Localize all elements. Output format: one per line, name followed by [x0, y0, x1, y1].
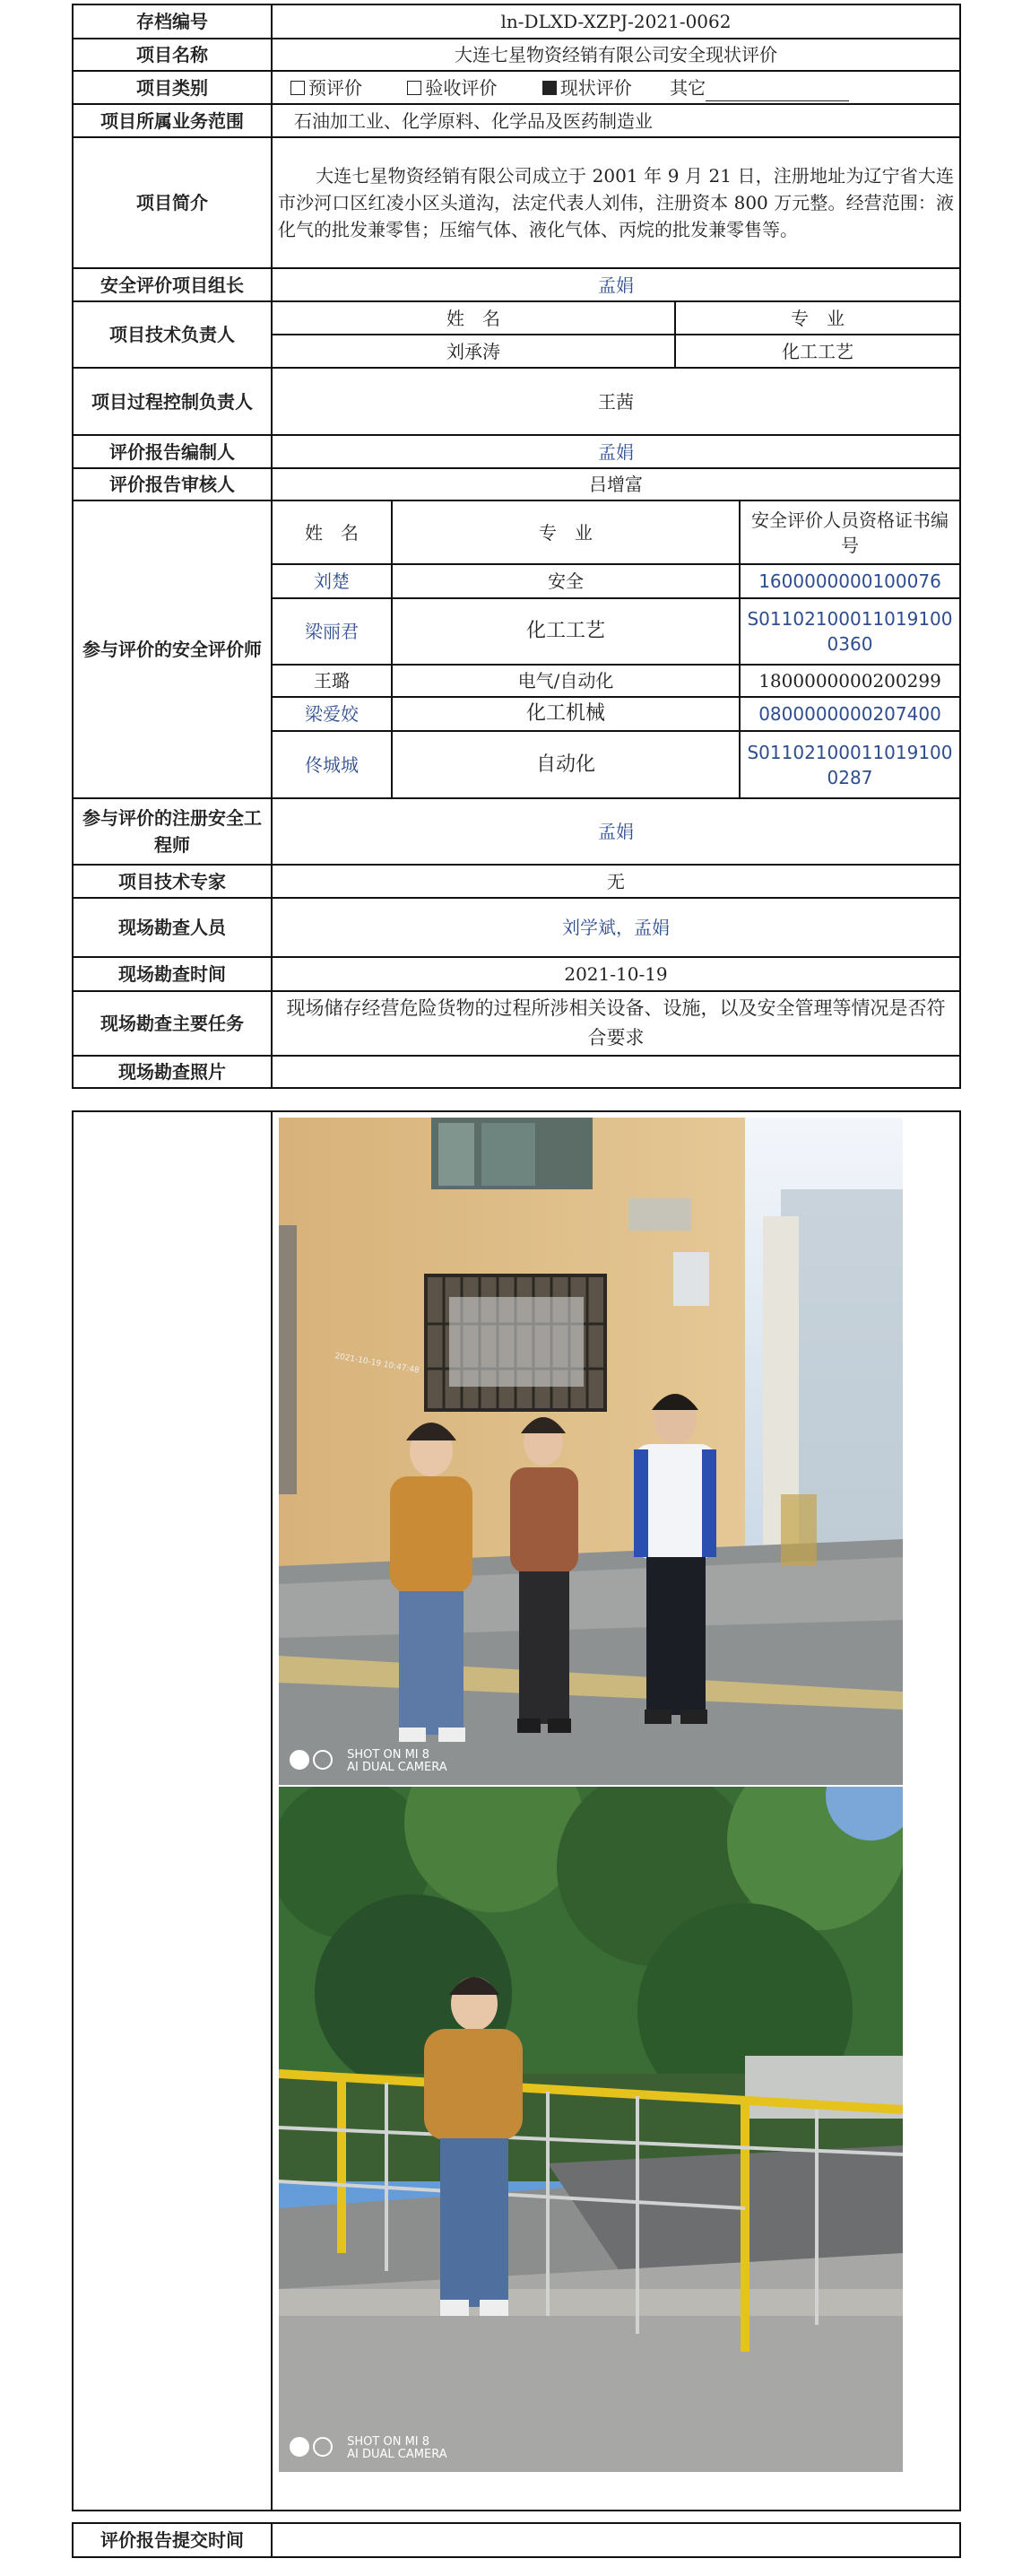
survey-photos-empty-cell [272, 1056, 960, 1088]
registered-engineer-value: 孟娟 [272, 798, 960, 865]
survey-photos-label: 现场勘查照片 [73, 1056, 272, 1088]
camera-dots-icon [290, 2437, 336, 2460]
evaluator-cert: S011021000110191000360 [740, 598, 959, 665]
option-pre-evaluation[interactable] [290, 74, 362, 101]
evaluator-major: 安全 [392, 564, 740, 598]
info-table [72, 4, 961, 1089]
row-survey-task [73, 991, 960, 1056]
evaluator-name: 王璐 [273, 665, 392, 697]
survey-people-value: 刘学斌，孟娟 [272, 898, 960, 957]
row-expert [73, 865, 960, 898]
row-evaluators [73, 500, 960, 798]
row-report-author [73, 435, 960, 468]
watermark-line1: SHOT ON MI 8 [347, 1748, 430, 1762]
evaluator-row [273, 731, 959, 797]
row-team-leader [73, 268, 960, 301]
registered-engineer-label: 参与评价的注册安全工程师 [73, 798, 272, 865]
archive-no-value: ln-DLXD-XZPJ-2021-0062 [272, 4, 960, 39]
evaluator-cert: S011021000110191000287 [740, 731, 959, 797]
tech-lead-table [273, 302, 959, 367]
row-business-scope [73, 104, 960, 137]
row-submit-time [73, 2523, 960, 2557]
evaluators-col-cert: 安全评价人员资格证书编号 [740, 501, 959, 564]
option-label: 现状评价 [559, 76, 632, 99]
camera-dots-icon [290, 1750, 336, 1773]
project-name-value: 大连七星物资经销有限公司安全现状评价 [272, 39, 960, 71]
row-project-type [73, 71, 960, 104]
row-registered-engineer [73, 798, 960, 865]
row-archive-no [73, 4, 960, 39]
expert-label: 项目技术专家 [73, 865, 272, 898]
survey-people-label: 现场勘查人员 [73, 898, 272, 957]
submit-time-value [272, 2523, 960, 2557]
survey-task-label: 现场勘查主要任务 [73, 991, 272, 1056]
report-author-value: 孟娟 [272, 435, 960, 468]
report-reviewer-label: 评价报告审核人 [73, 468, 272, 500]
checkbox-icon [407, 81, 421, 95]
process-control-label: 项目过程控制负责人 [73, 368, 272, 435]
evaluator-name: 梁丽君 [273, 598, 392, 665]
evaluator-major: 自动化 [392, 731, 740, 797]
evaluator-major: 化工机械 [392, 697, 740, 731]
row-report-reviewer [73, 468, 960, 500]
photo-person-by-railing [279, 1787, 903, 2472]
evaluators-table-cell [272, 500, 960, 798]
watermark-line2: AI DUAL CAMERA [347, 2448, 447, 2461]
survey-photo-2 [279, 1787, 903, 2472]
evaluators-label: 参与评价的安全评价师 [73, 500, 272, 798]
evaluator-cert: 1800000000200299 [740, 665, 959, 697]
submit-time-table [72, 2522, 961, 2558]
project-type-label: 项目类别 [73, 71, 272, 104]
tech-lead-major: 化工工艺 [675, 335, 959, 367]
watermark-line1: SHOT ON MI 8 [347, 2435, 430, 2449]
project-type-options [272, 71, 960, 104]
evaluators-col-name: 姓 名 [273, 501, 392, 564]
business-scope-value: 石油加工业、化学原料、化学品及医药制造业 [272, 104, 960, 137]
submit-time-label: 评价报告提交时间 [73, 2523, 272, 2557]
evaluator-major: 电气/自动化 [392, 665, 740, 697]
watermark-line2: AI DUAL CAMERA [347, 1761, 447, 1774]
evaluator-row [273, 665, 959, 697]
survey-time-value: 2021-10-19 [272, 957, 960, 991]
evaluation-info-form [72, 4, 961, 1089]
business-scope-label: 项目所属业务范围 [73, 104, 272, 137]
evaluator-name: 梁爱姣 [273, 697, 392, 731]
evaluator-name: 佟城城 [273, 731, 392, 797]
survey-time-label: 现场勘查时间 [73, 957, 272, 991]
evaluators-col-major: 专 业 [392, 501, 740, 564]
project-name-label: 项目名称 [73, 39, 272, 71]
row-process-control [73, 368, 960, 435]
tech-lead-col-major: 专 业 [675, 302, 959, 335]
row-project-name [73, 39, 960, 71]
expert-value: 无 [272, 865, 960, 898]
photo-date-stamp: 2021-10-19 10:47:48 [334, 1352, 420, 1376]
intro-text: 大连七星物资经销有限公司成立于 2001 年 9 月 21 日，注册地址为辽宁省大连市沙河口区红凌小区头道沟，法定代表人刘伟，注册资本 800 万元整。经营范围：液化气的批发兼零售；压缩气体、液化气体、丙烷的批发兼零售等。 [278, 165, 954, 240]
evaluators-table [273, 501, 959, 797]
option-label: 验收评价 [425, 76, 498, 99]
survey-photo-1 [279, 1118, 903, 1785]
other-blank-line[interactable] [706, 84, 849, 101]
evaluator-cert: 0800000000207400 [740, 697, 959, 731]
tech-lead-header-row [273, 302, 959, 335]
report-reviewer-value: 吕增富 [272, 468, 960, 500]
evaluator-row [273, 598, 959, 665]
evaluator-name: 刘楚 [273, 564, 392, 598]
option-other [670, 77, 849, 99]
team-leader-label: 安全评价项目组长 [73, 268, 272, 301]
tech-lead-name: 刘承涛 [273, 335, 675, 367]
intro-value [272, 137, 960, 268]
checkbox-checked-icon [542, 81, 557, 95]
row-tech-lead [73, 301, 960, 368]
option-other-label: 其它 [670, 76, 706, 99]
evaluator-major: 化工工艺 [392, 598, 740, 665]
evaluator-row [273, 564, 959, 598]
camera-watermark [290, 2436, 447, 2461]
evaluator-row [273, 697, 959, 731]
tech-lead-table-cell [272, 301, 960, 368]
survey-photos-panel [72, 1110, 961, 2511]
team-leader-value: 孟娟 [272, 268, 960, 301]
evaluators-header-row [273, 501, 959, 564]
camera-watermark [290, 1749, 447, 1774]
tech-lead-label: 项目技术负责人 [73, 301, 272, 368]
report-author-label: 评价报告编制人 [73, 435, 272, 468]
option-status-evaluation[interactable] [542, 74, 632, 101]
row-survey-photos [73, 1056, 960, 1088]
option-label: 预评价 [308, 76, 362, 99]
survey-task-value: 现场储存经营危险货物的过程所涉相关设备、设施，以及安全管理等情况是否符合要求 [272, 991, 960, 1056]
option-acceptance-evaluation[interactable] [407, 74, 497, 101]
tech-lead-data-row [273, 335, 959, 367]
panel-divider [271, 1112, 273, 2510]
evaluator-cert: 1600000000100076 [740, 564, 959, 598]
row-survey-time [73, 957, 960, 991]
row-intro [73, 137, 960, 268]
checkbox-icon [290, 81, 305, 95]
intro-label: 项目简介 [73, 137, 272, 268]
row-survey-people [73, 898, 960, 957]
photo-building-three-people [279, 1118, 903, 1785]
archive-no-label: 存档编号 [73, 4, 272, 39]
process-control-value: 王茜 [272, 368, 960, 435]
tech-lead-col-name: 姓 名 [273, 302, 675, 335]
submit-time-section [72, 2522, 961, 2558]
